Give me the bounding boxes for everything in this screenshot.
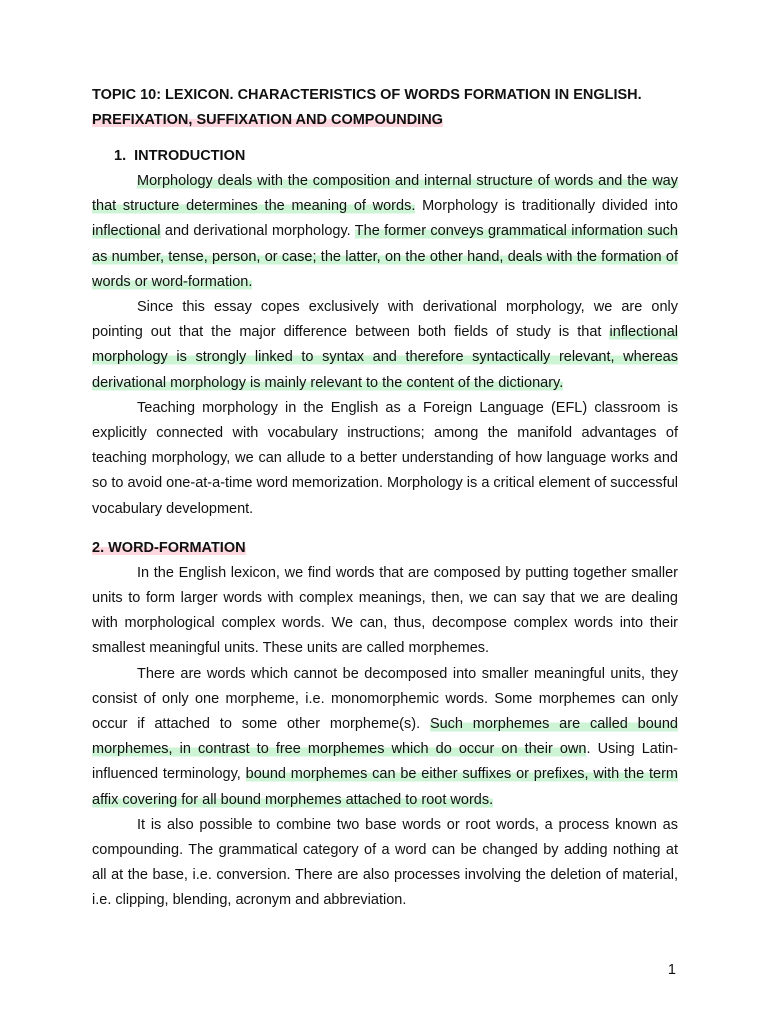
word-formation-paragraph-2 <box>92 662 678 813</box>
word-formation-paragraph-1: In the English lexicon, we find words that are composed by putting together smaller units to form larger words with complex meanings, then, we can say that we are dealing with morphological complex words. We can, thus, decompose complex words into their smallest meaningful units. These units are called morphemes. <box>92 564 678 657</box>
intro-paragraph-3: Teaching morphology in the English as a Foreign Language (EFL) classroom is explicitly connected with vocabulary instructions; among the manifold advantages of teaching morphology, we can allude to a better understanding of how language works and so to avoid one-at-a-time word memorization. Morphology is a critical element of successful vocabulary development. <box>92 399 678 517</box>
paragraph-text: There are words which cannot be decomposed into smaller meaningful units, they consist of only one morpheme, i.e. monomorphemic words. Some morphemes can only occur if attached to some other morpheme(s). <box>92 665 678 733</box>
highlight-text: inflectional morphology is strongly linked to syntax and therefore syntactically relevant, whereas derivational morphology is mainly relevant to the content of the dictionary. <box>92 324 678 391</box>
intro-paragraph-1 <box>92 169 678 295</box>
paragraph-text: . Using Latin-influenced terminology, <box>92 741 678 783</box>
section-introduction-heading <box>114 144 678 169</box>
highlight-text: Morphology deals with the composition and internal structure of words and the way that structure determines the meaning of words. <box>92 173 678 215</box>
paragraph-text: Morphology is traditionally divided into <box>415 198 678 215</box>
page-content <box>92 83 678 914</box>
section-title: 2. WORD-FORMATION <box>92 539 246 556</box>
highlight-text: inflectional <box>92 223 161 240</box>
topic-title <box>92 83 678 132</box>
paragraph-text: Since this essay copes exclusively with derivational morphology, we are only pointing out that the major difference between both fields of study is that <box>92 299 678 341</box>
word-formation-paragraph-3: It is also possible to combine two base words or root words, a process known as compounding. The grammatical category of a word can be changed by adding nothing at all at the base, i.e. conversion. There are also processes involving the deletion of material, i.e. clipping, blending, acronym and abbreviation. <box>92 816 678 909</box>
section-title: INTRODUCTION <box>134 148 246 164</box>
title-line-1: TOPIC 10: LEXICON. CHARACTERISTICS OF WORDS FORMATION IN ENGLISH. <box>92 87 642 103</box>
highlight-text: bound morphemes can be either suffixes or prefixes, with the term affix covering for all bound morphemes attached to root words. <box>92 766 678 808</box>
page-number: 1 <box>667 962 676 978</box>
highlight-text: Such morphemes are called bound morphemes, in contrast to free morphemes which do occur on their own <box>92 716 678 758</box>
section-number: 1. <box>114 148 127 164</box>
paragraph-text: and derivational morphology. <box>160 223 355 240</box>
section-word-formation-heading <box>92 536 678 561</box>
highlight-text: The former conveys grammatical information such as number, tense, person, or case; the latter, on the other hand, deals with the formation of words or word-formation. <box>92 223 678 290</box>
intro-paragraph-2 <box>92 295 678 396</box>
title-line-2: PREFIXATION, SUFFIXATION AND COMPOUNDING <box>92 111 443 128</box>
